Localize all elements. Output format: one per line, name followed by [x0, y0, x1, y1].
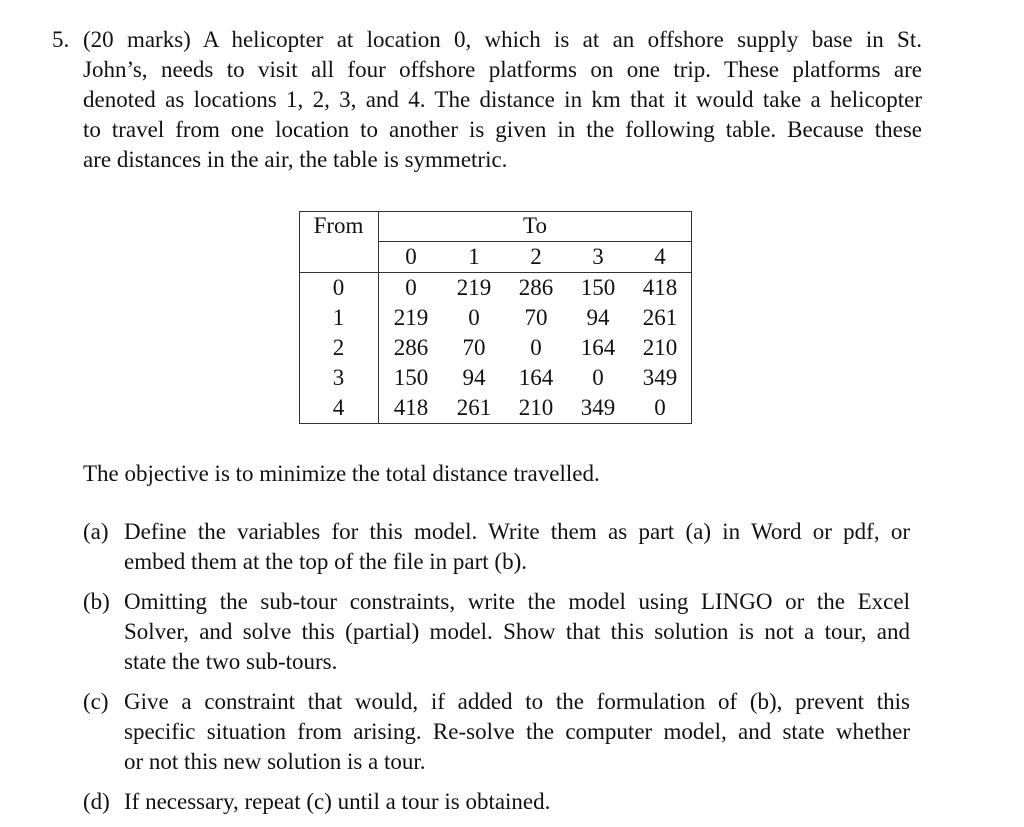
objective-statement: The objective is to minimize the total distance travelled. — [83, 461, 600, 486]
part-label: (a) — [83, 519, 109, 544]
table-cell: 150 — [393, 365, 429, 390]
table-cell: 0 — [405, 275, 417, 300]
to-col-header: 4 — [629, 242, 691, 273]
part-line: state the two sub-tours. — [124, 649, 338, 674]
distance-table — [299, 211, 691, 423]
table-row — [299, 303, 691, 333]
problem-number: 5. — [52, 27, 70, 52]
from-cell: 4 — [299, 393, 379, 423]
table-cell: 210 — [518, 395, 554, 420]
part-text — [124, 787, 910, 817]
table-row — [299, 333, 691, 363]
part-label: (d) — [83, 789, 110, 814]
problem-text — [83, 25, 922, 175]
table-cell: 349 — [580, 395, 616, 420]
part-line: Give a constraint that would, if added to the formulation of (b), prevent this — [124, 689, 910, 714]
table-cell: 261 — [642, 305, 678, 330]
part-label: (b) — [83, 589, 110, 614]
table-row — [299, 363, 691, 393]
part-c — [83, 687, 910, 777]
part-d — [83, 787, 910, 817]
table-cell: 261 — [456, 395, 492, 420]
part-a — [83, 517, 910, 577]
to-header: To — [379, 211, 692, 242]
table-cell: 0 — [468, 305, 480, 330]
table-cell: 418 — [642, 275, 678, 300]
part-label: (c) — [83, 689, 109, 714]
table-cell: 70 — [524, 305, 548, 330]
part-text — [124, 517, 910, 577]
problem-line: denoted as locations 1, 2, 3, and 4. The distance in km that it would take a helicopter — [83, 87, 922, 112]
part-line: specific situation from arising. Re-solve the computer model, and state whether — [124, 719, 910, 744]
part-line: or not this new solution is a tour. — [124, 749, 426, 774]
from-cell: 2 — [299, 333, 379, 363]
table-cell: 150 — [580, 275, 616, 300]
part-line: Solver, and solve this (partial) model. Show that this solution is not a tour, and — [124, 619, 910, 644]
problem-statement — [52, 25, 922, 175]
problem-line: are distances in the air, the table is symmetric. — [83, 147, 508, 172]
problem-line: to travel from one location to another is given in the following table. Because these — [83, 117, 922, 142]
table-cell: 219 — [456, 275, 492, 300]
table-cell: 0 — [592, 365, 604, 390]
part-line: Define the variables for this model. Write them as part (a) in Word or pdf, or — [124, 519, 910, 544]
from-cell: 3 — [299, 363, 379, 393]
table-cell: 219 — [393, 305, 429, 330]
table-row — [299, 273, 691, 304]
problem-line: John’s, needs to visit all four offshore platforms on one trip. These platforms are — [83, 57, 922, 82]
table-cell: 418 — [393, 395, 429, 420]
table-cell: 164 — [580, 335, 616, 360]
part-text — [124, 687, 910, 777]
table-subheader-row — [299, 242, 691, 273]
question-parts — [83, 517, 910, 827]
to-col-header: 3 — [567, 242, 629, 273]
table-cell: 210 — [642, 335, 678, 360]
from-cell: 0 — [299, 273, 379, 304]
table-row — [299, 393, 691, 423]
table-cell: 164 — [518, 365, 554, 390]
to-col-header: 2 — [505, 242, 567, 273]
part-line: Omitting the sub-tour constraints, write the model using LINGO or the Excel — [124, 589, 910, 614]
table-cell: 0 — [530, 335, 542, 360]
from-cell: 1 — [299, 303, 379, 333]
table-cell: 94 — [462, 365, 486, 390]
table-cell: 349 — [642, 365, 678, 390]
table-cell: 70 — [462, 335, 486, 360]
part-line: If necessary, repeat (c) until a tour is obtained. — [124, 789, 551, 814]
from-header: From — [299, 211, 379, 242]
table-cell: 286 — [393, 335, 429, 360]
from-header-blank — [299, 242, 379, 273]
to-col-header: 1 — [443, 242, 505, 273]
part-b — [83, 587, 910, 677]
table-cell: 94 — [586, 305, 610, 330]
problem-line: (20 marks) A helicopter at location 0, which is at an offshore supply base in St. — [83, 27, 922, 52]
table-cell: 286 — [518, 275, 554, 300]
part-line: embed them at the top of the file in part (b). — [124, 549, 528, 574]
table-cell: 0 — [654, 395, 666, 420]
part-text — [124, 587, 910, 677]
to-col-header: 0 — [379, 242, 444, 273]
table-header-row — [299, 211, 691, 242]
